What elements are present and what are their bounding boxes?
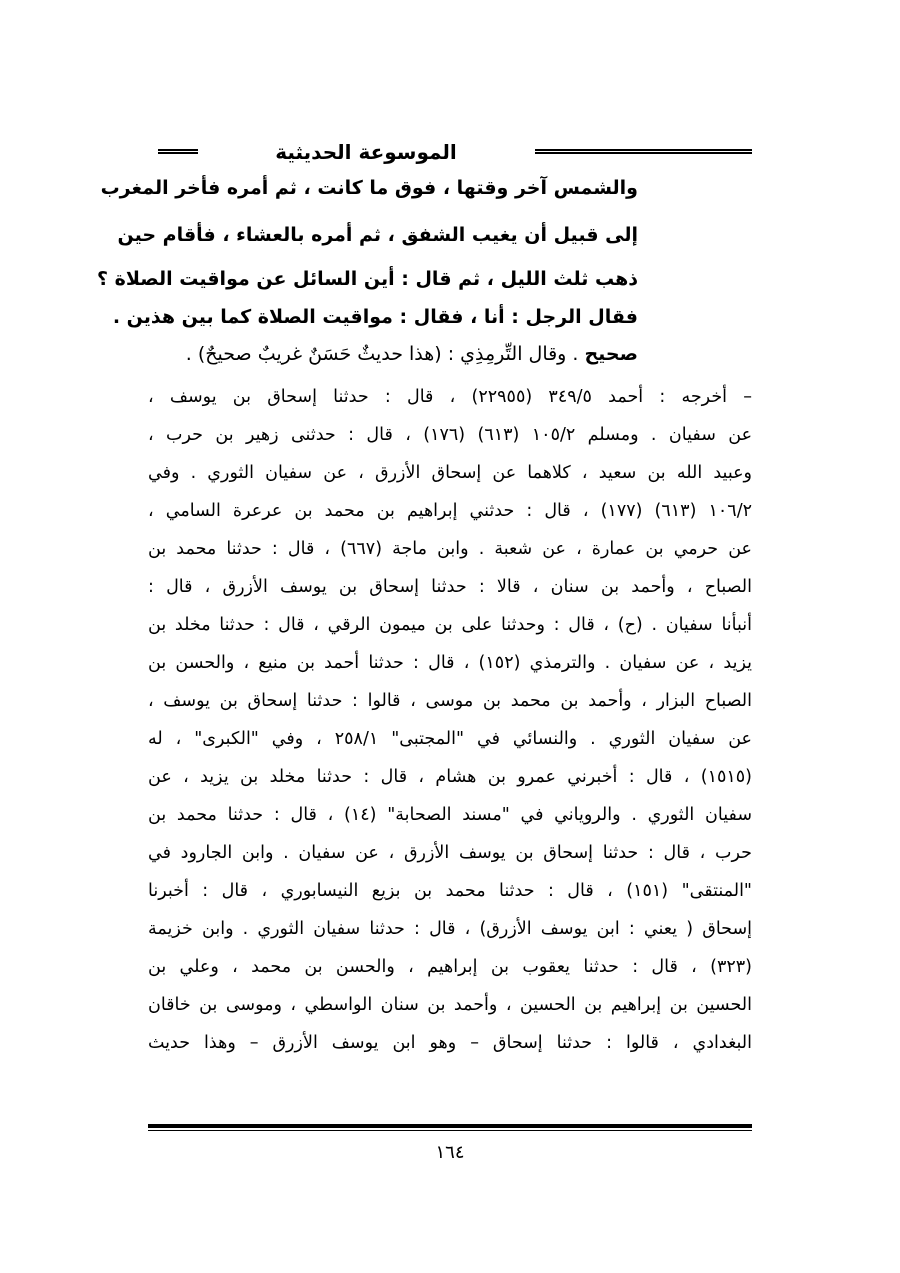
hadith-line: ذهب ثلث الليل ، ثم قال : أين السائل عن مواقيت الصلاة ؟	[96, 268, 638, 290]
takhrij-line: عن سفيان الثوري . والنسائي في "المجتبى" ٢٥٨/١ ، وفي "الكبرى" ، له	[148, 729, 752, 749]
takhrij-line: حرب ، قال : حدثنا إسحاق بن يوسف الأزرق ، عن سفيان . وابن الجارود في	[148, 843, 752, 863]
page-number: ١٦٤	[435, 1142, 465, 1163]
hadith-line: والشمس آخر وقتها ، فوق ما كانت ، ثم أمره فأخر المغرب	[100, 177, 638, 199]
takhrij-line: – أخرجه : أحمد ٣٤٩/٥ (٢٢٩٥٥) ، قال : حدثنا إسحاق بن يوسف ،	[148, 387, 752, 407]
header-rule-left	[158, 149, 198, 154]
takhrij-line: أنبأنا سفيان . (ح) ، قال : وحدثنا على بن ميمون الرقي ، قال : حدثنا مخلد بن	[148, 615, 752, 635]
takhrij-line: ١٠٦/٢ (٦١٣) (١٧٧) ، قال : حدثني إبراهيم بن محمد بن عرعرة السامي ،	[148, 501, 752, 521]
takhrij-line: الصباح ، وأحمد بن سنان ، قالا : حدثنا إسحاق بن يوسف الأزرق ، قال :	[148, 577, 752, 597]
takhrij-line: عن سفيان . ومسلم ١٠٥/٢ (٦١٣) (١٧٦) ، قال : حدثنى زهير بن حرب ،	[148, 425, 753, 445]
takhrij-line: عن حرمي بن عمارة ، عن شعبة . وابن ماجة (٦٦٧) ، قال : حدثنا محمد بن	[148, 539, 752, 559]
takhrij-line: الحسين بن إبراهيم بن الحسين ، وأحمد بن سنان الواسطي ، وموسى بن خاقان	[148, 995, 752, 1015]
takhrij-line: (١٥١٥) ، قال : أخبرني عمرو بن هشام ، قال : حدثنا مخلد بن يزيد ، عن	[148, 767, 752, 787]
takhrij-line: (٣٢٣) ، قال : حدثنا يعقوب بن إبراهيم ، والحسن بن محمد ، وعلي بن	[148, 957, 752, 977]
takhrij-line: وعبيد الله بن سعيد ، كلاهما عن إسحاق الأزرق ، عن سفيان الثوري . وفي	[148, 463, 752, 483]
header-title: الموسوعة الحديثية	[275, 140, 457, 164]
takhrij-line: البغدادي ، قالوا : حدثنا إسحاق – وهو ابن يوسف الأزرق – وهذا حديث	[148, 1033, 752, 1053]
grading-line	[158, 339, 638, 369]
grading-text: . وقال التِّرمِذِي : (هذا حديثٌ حَسَنٌ غريبٌ صحيحٌ) .	[185, 343, 585, 365]
takhrij-line: "المنتقى" (١٥١) ، قال : حدثنا محمد بن بزيع النيسابوري ، قال : أخبرنا	[148, 881, 752, 901]
hadith-line: إلى قبيل أن يغيب الشفق ، ثم أمره بالعشاء ، فأقام حين	[117, 224, 638, 246]
takhrij-line: سفيان الثوري . والروياني في "مسند الصحابة" (١٤) ، قال : حدثنا محمد بن	[148, 805, 752, 825]
header-rule-right	[535, 149, 752, 154]
takhrij-line: إسحاق ( يعني : ابن يوسف الأزرق) ، قال : حدثنا سفيان الثوري . وابن خزيمة	[148, 919, 752, 939]
running-header	[148, 137, 752, 167]
hadith-line: فقال الرجل : أنا ، فقال : مواقيت الصلاة كما بين هذين .	[112, 306, 638, 328]
takhrij-line: يزيد ، عن سفيان . والترمذي (١٥٢) ، قال : حدثنا أحمد بن منيع ، والحسن بن	[148, 653, 752, 673]
footer-rule	[148, 1124, 752, 1131]
grading-label: صحيح	[584, 343, 638, 365]
takhrij-line: الصباح البزار ، وأحمد بن محمد بن موسى ، قالوا : حدثنا إسحاق بن يوسف ،	[148, 691, 752, 711]
